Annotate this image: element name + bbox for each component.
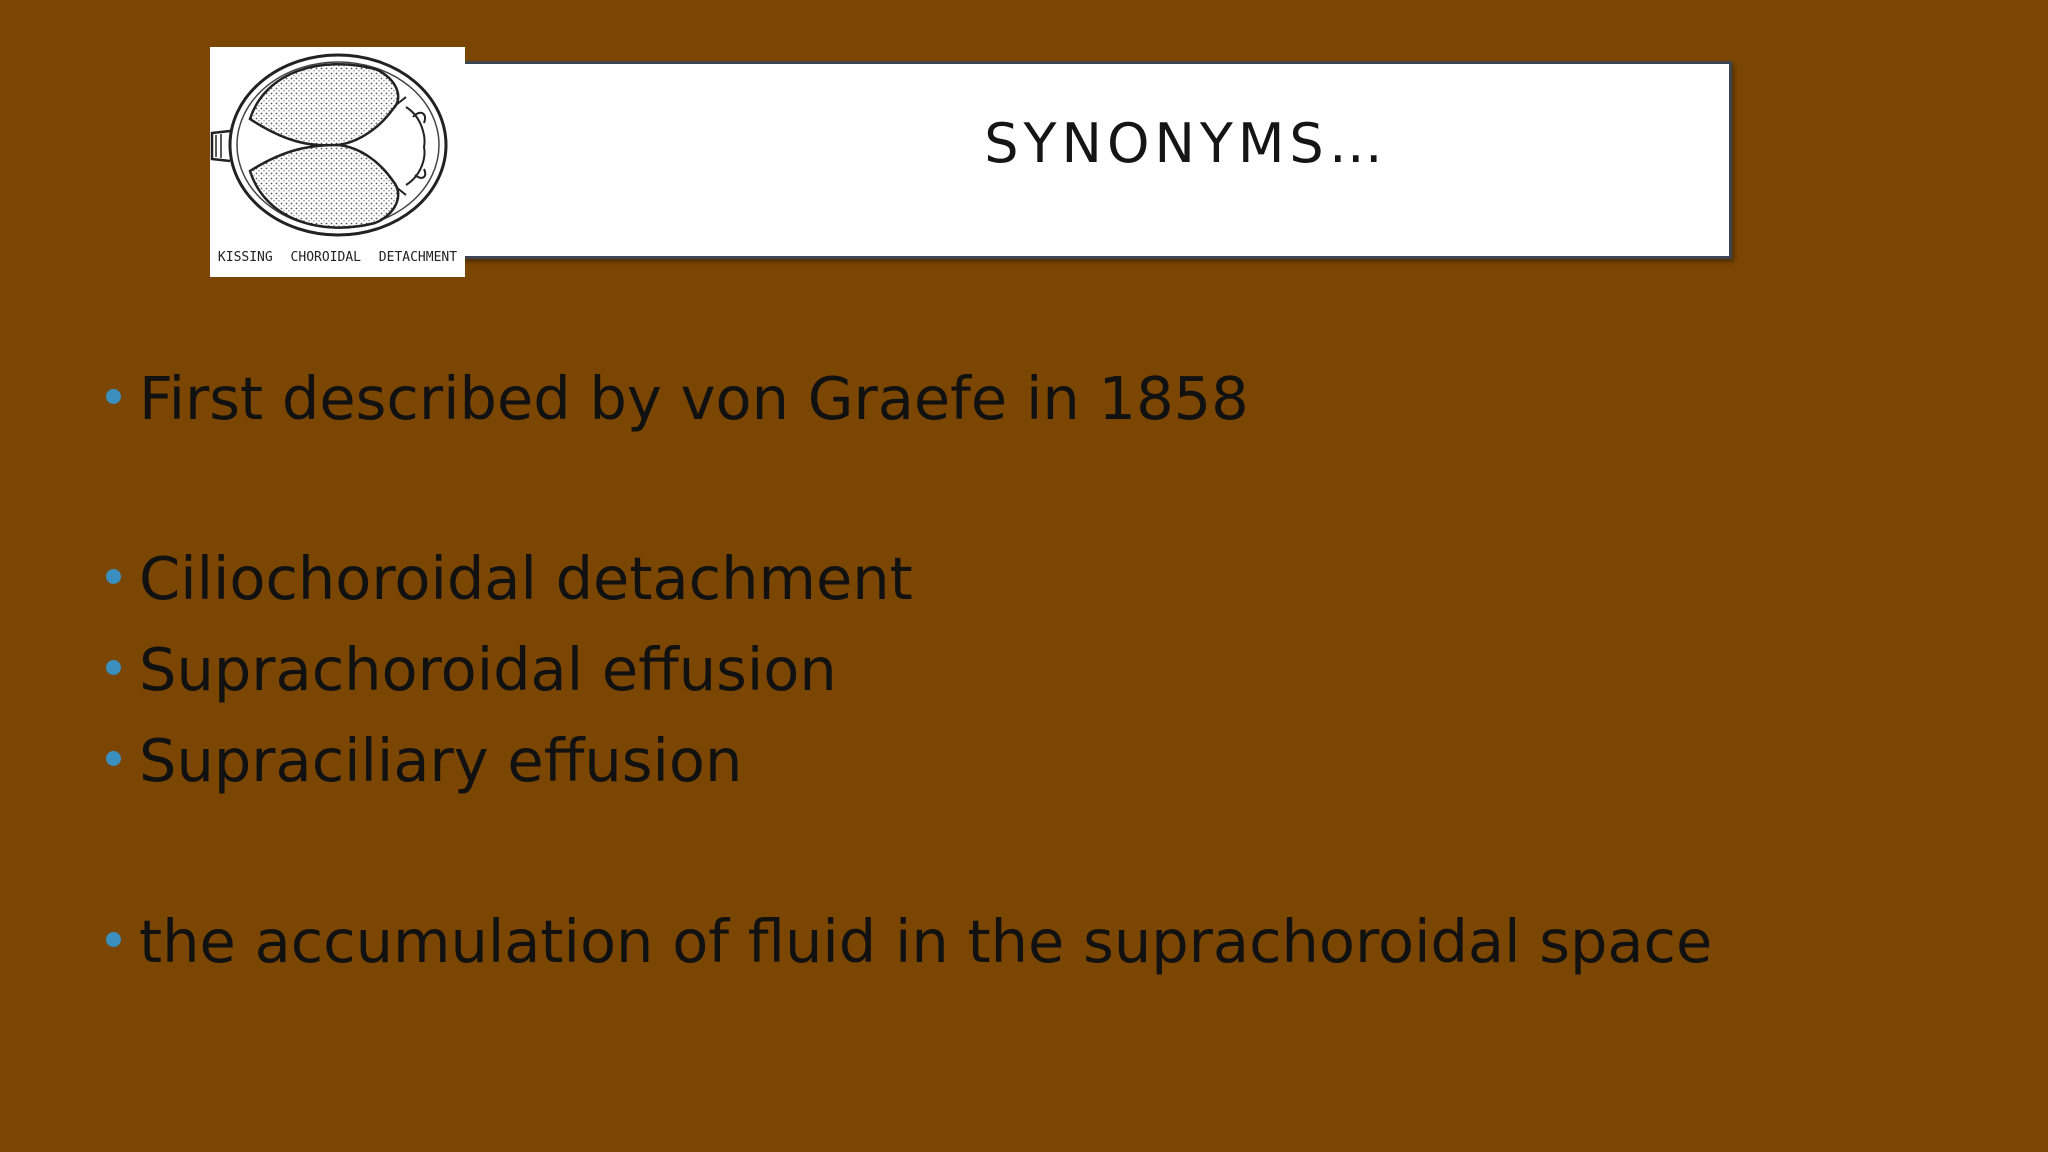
list-item [106, 723, 742, 799]
bullet-dot-icon [106, 389, 121, 404]
list-item [106, 904, 1712, 980]
list-item [106, 361, 1249, 437]
bullet-dot-icon [106, 751, 121, 766]
bullet-text: Ciliochoroidal detachment [139, 544, 913, 613]
bullet-text: Supraciliary effusion [139, 726, 743, 795]
kissing-choroidal-detachment-figure [210, 47, 465, 277]
bullet-text: Suprachoroidal effusion [139, 635, 837, 704]
bullet-dot-icon [106, 932, 121, 947]
list-item [106, 541, 913, 617]
eye-cross-section-icon [210, 47, 465, 277]
list-item [106, 632, 837, 708]
slide-title: SYNONYMS… [984, 112, 1388, 175]
bullet-text: First described by von Graefe in 1858 [139, 364, 1249, 433]
bullet-dot-icon [106, 660, 121, 675]
bullet-dot-icon [106, 569, 121, 584]
figure-caption: KISSING CHOROIDAL DETACHMENT [217, 250, 458, 265]
bullet-text: the accumulation of fluid in the suprachoroidal space [139, 907, 1713, 976]
